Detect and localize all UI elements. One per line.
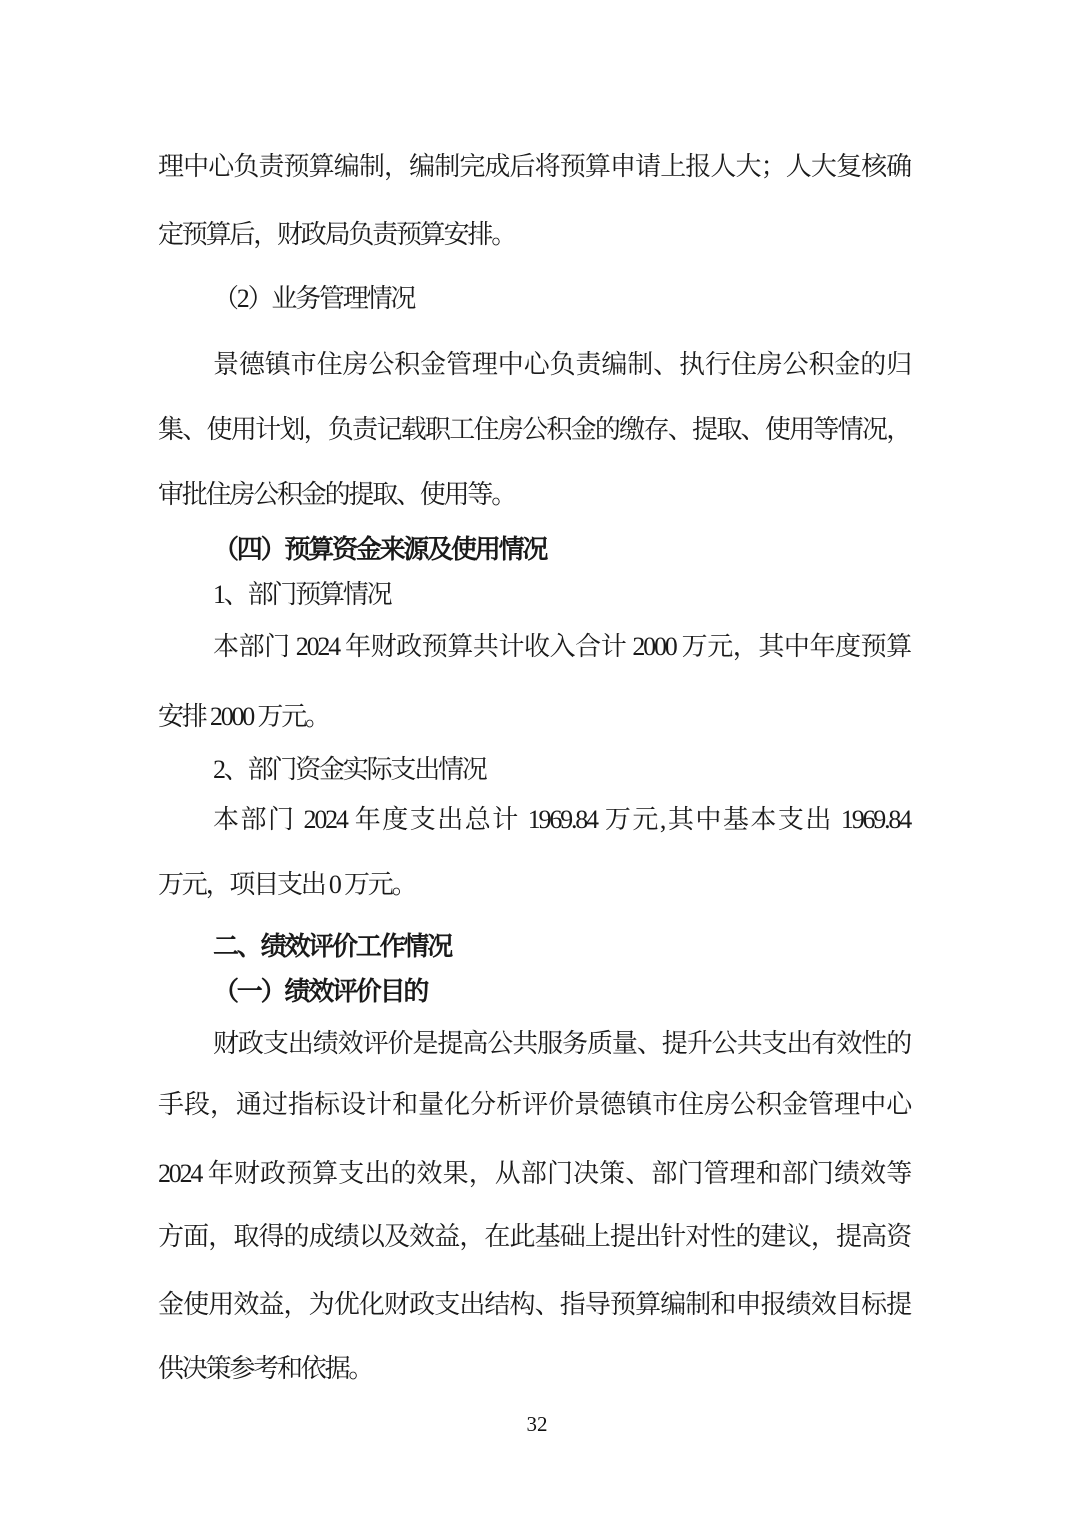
body-line: 审批住房公积金的提取、使用等。 — [158, 480, 516, 509]
heading-budget-funding-source: （四）预算资金来源及使用情况 — [213, 535, 547, 564]
heading-performance-evaluation: 二、绩效评价工作情况 — [213, 932, 452, 961]
body-line: 财政支出绩效评价是提高公共服务质量、提升公共支出有效性的 — [213, 1029, 910, 1058]
body-line: 安排 2000 万元。 — [158, 702, 329, 731]
body-line: 万元，项目支出 0 万元。 — [158, 870, 416, 899]
body-line: 本部门 2024 年度支出总计 1969.84 万元,其中基本支出 1969.84 — [213, 805, 910, 834]
subheading-business-management: （2）业务管理情况 — [213, 284, 415, 313]
subheading-department-budget: 1、部门预算情况 — [213, 580, 391, 609]
subheading-evaluation-purpose: （一）绩效评价目的 — [213, 977, 428, 1006]
body-line: 本部门 2024 年财政预算共计收入合计 2000 万元，其中年度预算 — [213, 632, 910, 661]
subheading-actual-expenditure: 2、部门资金实际支出情况 — [213, 755, 486, 784]
body-line: 定预算后，财政局负责预算安排。 — [158, 220, 516, 249]
body-line: 理中心负责预算编制，编制完成后将预算申请上报人大；人大复核确 — [158, 152, 910, 181]
body-line: 供决策参考和依据。 — [158, 1354, 373, 1383]
body-line: 景德镇市住房公积金管理中心负责编制、执行住房公积金的归 — [213, 350, 910, 379]
body-line: 手段，通过指标设计和量化分析评价景德镇市住房公积金管理中心 — [158, 1090, 910, 1119]
body-line: 方面，取得的成绩以及效益，在此基础上提出针对性的建议，提高资 — [158, 1222, 910, 1251]
body-line: 2024 年财政预算支出的效果，从部门决策、部门管理和部门绩效等 — [158, 1159, 910, 1188]
page-number: 32 — [526, 1412, 548, 1436]
body-line: 金使用效益，为优化财政支出结构、指导预算编制和申报绩效目标提 — [158, 1290, 910, 1319]
body-line: 集、使用计划，负责记载职工住房公积金的缴存、提取、使用等情况， — [158, 415, 910, 444]
